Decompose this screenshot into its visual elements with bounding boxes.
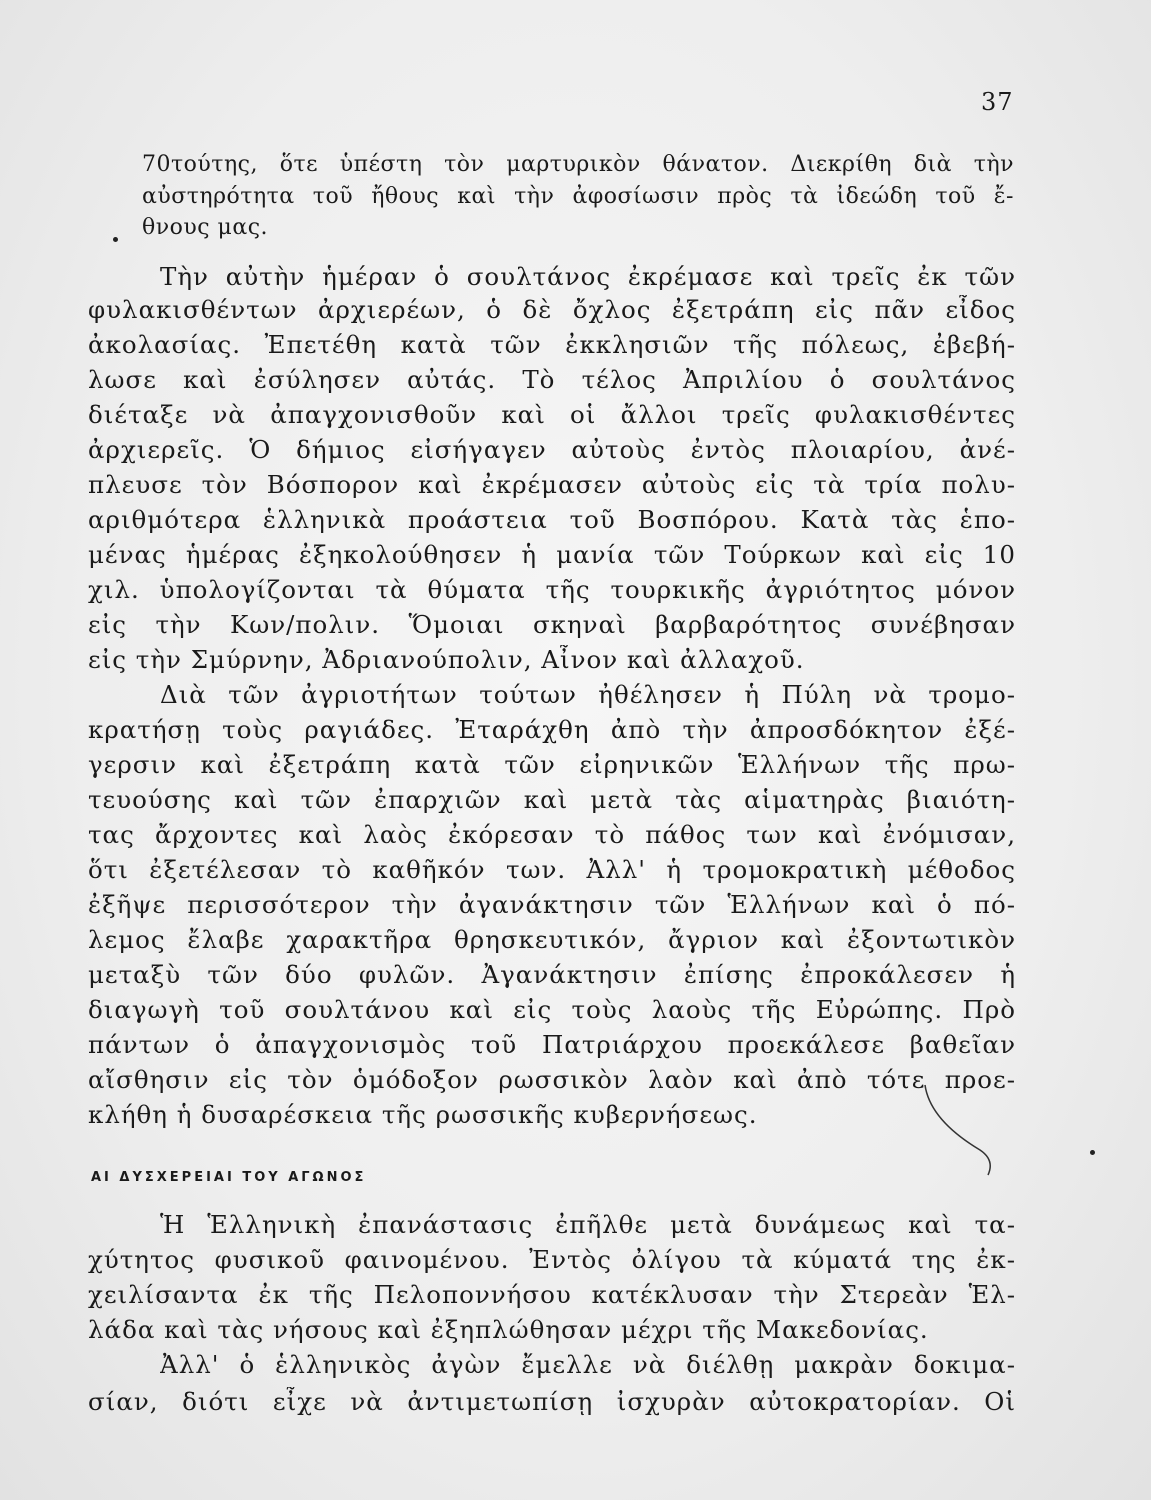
text-line: αἴσθησιν εἰς τὸν ὁμόδοξον ρωσσικὸν λαὸν καὶ ἀπὸ τότε προε- [88, 1065, 1016, 1094]
text-line: Ἡ Ἑλληνικὴ ἐπανάστασις ἐπῆλθε μετὰ δυνάμεως καὶ τα- [160, 1210, 1016, 1239]
text-line: Τὴν αὐτὴν ἡμέραν ὁ σουλτάνος ἐκρέμασε καὶ τρεῖς ἐκ τῶν [160, 262, 1016, 291]
text-line: φυλακισθέντων ἀρχιερέων, ὁ δὲ ὄχλος ἐξετράπη εἰς πᾶν εἶδος [88, 295, 1016, 324]
text-line: χειλίσαντα ἐκ τῆς Πελοποννήσου κατέκλυσαν τὴν Στερεὰν Ἑλ- [88, 1280, 1016, 1309]
section-heading: ΑΙ ΔΥΣΧΕΡΕΙΑΙ ΤΟΥ ΑΓΩΝΟΣ [91, 1170, 367, 1185]
text-line: λάδα καὶ τὰς νήσους καὶ ἐξηπλώθησαν μέχρι τῆς Μακεδονίας. [88, 1315, 929, 1344]
text-line: θνους μας. [142, 215, 269, 240]
text-line: λωσε καὶ ἐσύλησεν αὐτάς. Τὸ τέλος Ἀπριλίου ὁ σουλτάνος [88, 365, 1016, 394]
text-line: ἀρχιερεῖς. Ὁ δήμιος εἰσήγαγεν αὐτοὺς ἐντὸς πλοιαρίου, ἀνέ- [88, 435, 1016, 464]
text-line: ἐξῆψε περισσότερον τὴν ἀγανάκτησιν τῶν Ἑλλήνων καὶ ὁ πό- [88, 890, 1016, 919]
text-line: διέταξε νὰ ἀπαγχονισθοῦν καὶ οἱ ἄλλοι τρεῖς φυλακισθέντες [88, 400, 1016, 429]
text-line: ὅτι ἐξετέλεσαν τὸ καθῆκόν των. Ἀλλ' ἡ τρομοκρατικὴ μέθοδος [88, 855, 1016, 884]
text-line: διαγωγὴ τοῦ σουλτάνου καὶ εἰς τοὺς λαοὺς τῆς Εὐρώπης. Πρὸ [88, 995, 1016, 1024]
pencil-annotation-icon [920, 1080, 1000, 1180]
text-line: τευούσης καὶ τῶν ἐπαρχιῶν καὶ μετὰ τὰς αἱματηρὰς βιαιότη- [88, 785, 1016, 814]
text-line: τας ἄρχοντες καὶ λαὸς ἐκόρεσαν τὸ πάθος των καὶ ἐνόμισαν, [88, 820, 1016, 849]
text-line: πλευσε τὸν Βόσπορον καὶ ἐκρέμασεν αὐτοὺς εἰς τὰ τρία πολυ- [88, 470, 1016, 499]
page-number: 37 [981, 88, 1014, 116]
text-line: γερσιν καὶ ἐξετράπη κατὰ τῶν εἰρηνικῶν Ἑλλήνων τῆς πρω- [88, 750, 1016, 779]
text-line: χιλ. ὑπολογίζονται τὰ θύματα τῆς τουρκικῆς ἀγριότητος μόνον [88, 575, 1016, 604]
text-line: Ἀλλ' ὁ ἑλληνικὸς ἀγὼν ἔμελλε νὰ διέλθῃ μακρὰν δοκιμα- [160, 1350, 1016, 1379]
text-line: εἰς τὴν Σμύρνην, Ἀδριανούπολιν, Αἶνον καὶ ἀλλαχοῦ. [88, 645, 805, 674]
text-line: πάντων ὁ ἀπαγχονισμὸς τοῦ Πατριάρχου προεκάλεσε βαθεῖαν [88, 1030, 1016, 1059]
text-line: Διὰ τῶν ἀγριοτήτων τούτων ἠθέλησεν ἡ Πύλη νὰ τρομο- [160, 680, 1016, 709]
text-line: κρατήσῃ τοὺς ραγιάδες. Ἐταράχθη ἀπὸ τὴν ἀπροσδόκητον ἐξέ- [88, 715, 1016, 744]
text-line: εἰς τὴν Κων/πολιν. Ὅμοιαι σκηναὶ βαρβαρότητος συνέβησαν [88, 610, 1016, 639]
text-line: χύτητος φυσικοῦ φαινομένου. Ἐντὸς ὀλίγου τὰ κύματά της ἐκ- [88, 1245, 1016, 1274]
ink-dot [1090, 1150, 1095, 1155]
text-line: μεταξὺ τῶν δύο φυλῶν. Ἀγανάκτησιν ἐπίσης ἐπροκάλεσεν ἡ [88, 960, 1016, 989]
text-line: ἀκολασίας. Ἐπετέθη κατὰ τῶν ἐκκλησιῶν τῆς πόλεως, ἐβεβή- [88, 330, 1016, 359]
text-line: λεμος ἔλαβε χαρακτῆρα θρησκευτικόν, ἄγριον καὶ ἐξοντωτικὸν [88, 925, 1016, 954]
ink-dot [113, 237, 118, 242]
text-line: σίαν, διότι εἶχε νὰ ἀντιμετωπίσῃ ἰσχυρὰν αὐτοκρατορίαν. Οἱ [88, 1387, 1016, 1416]
text-line: μένας ἡμέρας ἐξηκολούθησεν ἡ μανία τῶν Τούρκων καὶ εἰς 10 [88, 540, 1016, 569]
text-line: κλήθη ἡ δυσαρέσκεια τῆς ρωσσικῆς κυβερνήσεως. [88, 1100, 758, 1129]
text-line: 70τούτης, ὅτε ὑπέστη τὸν μαρτυρικὸν θάνατον. Διεκρίθη διὰ τὴν [142, 152, 1014, 177]
text-line: αριθμότερα ἑλληνικὰ προάστεια τοῦ Βοσπόρου. Κατὰ τὰς ἑπο- [88, 505, 1016, 534]
text-line: αὐστηρότητα τοῦ ἤθους καὶ τὴν ἀφοσίωσιν πρὸς τὰ ἰδεώδη τοῦ ἔ- [142, 184, 1014, 209]
